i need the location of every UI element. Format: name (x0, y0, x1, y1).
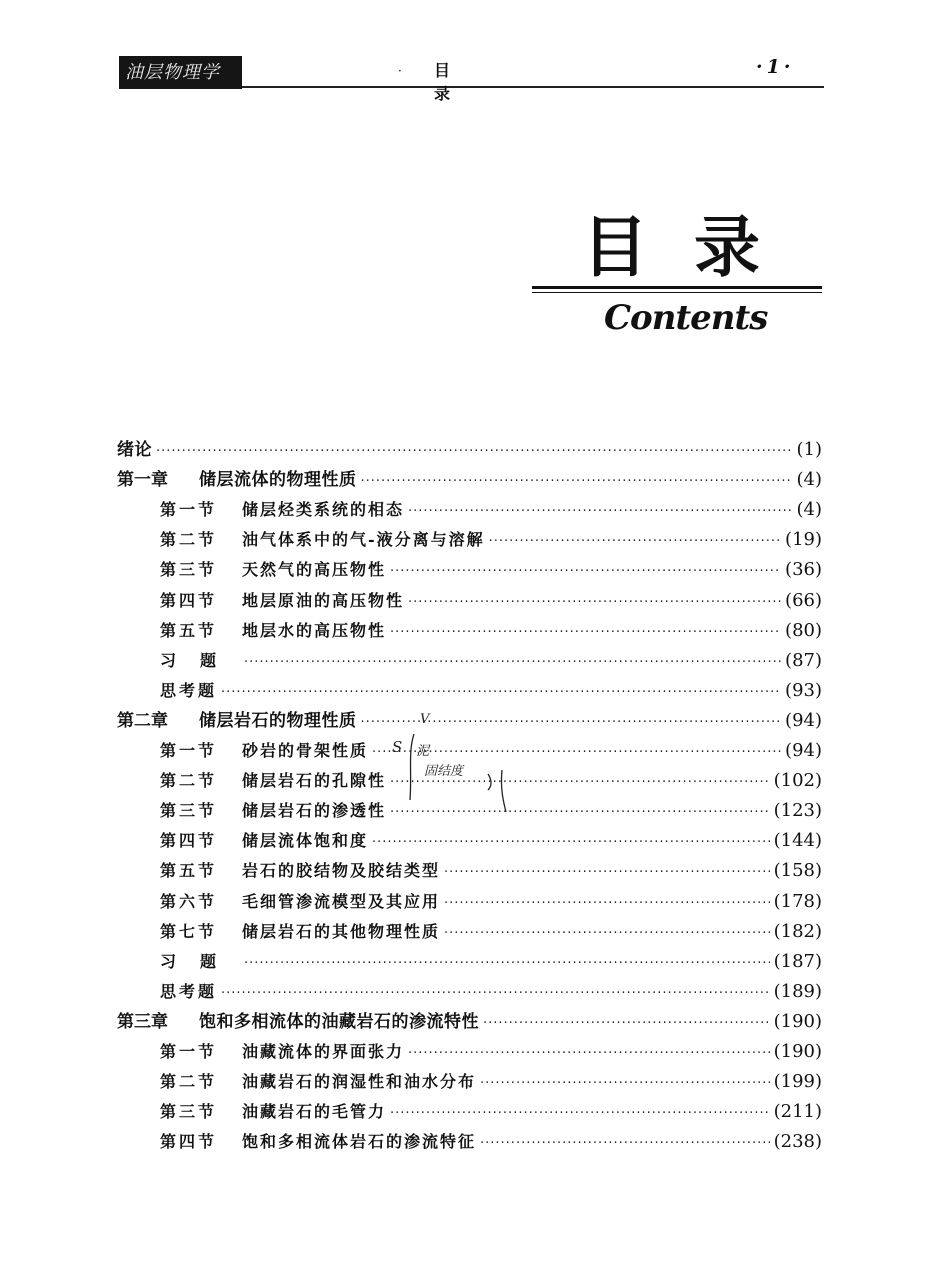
toc-leader-dots (390, 621, 781, 645)
toc-label: 第一节 (160, 1042, 218, 1061)
toc-leader-dots (489, 530, 781, 554)
toc-section-row (160, 890, 822, 914)
toc-leader-dots (408, 1042, 770, 1066)
toc-title: 砂岩的骨架性质 (242, 741, 369, 760)
toc-label: 思考题 (160, 681, 218, 700)
toc-page-number: (190) (773, 1011, 822, 1032)
toc-title: 毛细管渗流模型及其应用 (242, 892, 441, 911)
toc-section-row (160, 649, 822, 673)
toc-title: 油藏岩石的润湿性和油水分布 (242, 1072, 477, 1091)
toc-chapter-row (117, 468, 822, 492)
toc-leader-dots (390, 560, 781, 584)
toc-title: 天然气的高压物性 (242, 560, 387, 579)
toc-section-row (160, 920, 822, 944)
toc-page-number: (4) (796, 469, 822, 490)
toc-page-number: (178) (773, 891, 822, 912)
toc-page-number: (190) (773, 1041, 822, 1062)
toc-section-row (160, 980, 822, 1004)
header-rule (242, 86, 824, 88)
toc-title: 储层岩石的物理性质 (199, 711, 357, 731)
toc-title: 绪论 (117, 440, 152, 460)
toc-title: 饱和多相流体岩石的渗流特征 (242, 1132, 477, 1151)
toc-leader-dots (444, 922, 770, 946)
toc-section-row (160, 558, 822, 582)
toc-page-number: (123) (773, 800, 822, 821)
toc-section-row (160, 829, 822, 853)
toc-title: 地层水的高压物性 (242, 621, 387, 640)
toc-label: 第四节 (160, 831, 218, 850)
toc-page-number: (93) (785, 680, 822, 701)
toc-leader-dots (221, 982, 770, 1006)
toc-section-row (160, 498, 822, 522)
toc-label: 习题 (160, 651, 241, 670)
handwritten-note-1: 泥 (416, 744, 430, 759)
toc-title: 储层流体饱和度 (242, 831, 369, 850)
toc-leader-dots (156, 440, 793, 464)
toc-leader-dots (483, 1012, 770, 1036)
toc-section-row (160, 1040, 822, 1064)
toc-label: 习题 (160, 952, 241, 971)
toc-leader-dots (244, 651, 781, 675)
toc-page-number: (94) (785, 740, 822, 761)
toc-leader-dots (480, 1132, 770, 1156)
page-title: 目录 (582, 209, 806, 286)
toc-leader-dots (361, 470, 793, 494)
toc-section-row (160, 950, 822, 974)
toc-section-row (160, 859, 822, 883)
running-header-book-title: 油层物理学 (119, 56, 242, 89)
page-title-english: Contents (604, 298, 768, 338)
toc-title: 储层岩石的其他物理性质 (242, 922, 441, 941)
toc-section-row (160, 679, 822, 703)
title-rule-thin (532, 292, 822, 293)
toc-page-number: (211) (773, 1101, 822, 1122)
toc-page-number: (66) (785, 590, 822, 611)
toc-label: 第三节 (160, 560, 218, 579)
toc-section-row (160, 1070, 822, 1094)
toc-page-number: (19) (785, 529, 822, 550)
toc-label: 第六节 (160, 892, 218, 911)
toc-page-number: (94) (785, 710, 822, 731)
toc-label: 第五节 (160, 861, 218, 880)
toc-label: 第四节 (160, 591, 218, 610)
toc-leader-dots (221, 681, 781, 705)
toc-leader-dots (408, 591, 781, 615)
toc-label: 思考题 (160, 982, 218, 1001)
toc-page-number: (102) (773, 770, 822, 791)
toc-page-number: (182) (773, 921, 822, 942)
toc-section-row (160, 1100, 822, 1124)
toc-page-number: (199) (773, 1071, 822, 1092)
toc-leader-dots (372, 831, 770, 855)
toc-page-number: (238) (773, 1131, 822, 1152)
toc-leader-dots (444, 892, 770, 916)
toc-page-number: (36) (785, 559, 822, 580)
toc-section-row (160, 1130, 822, 1154)
toc-page-number: (144) (773, 830, 822, 851)
toc-label: 第一节 (160, 500, 218, 519)
toc-page-number: (4) (796, 499, 822, 520)
toc-label: 第一章 (117, 470, 168, 490)
toc-page-number: (187) (773, 951, 822, 972)
toc-label: 第二章 (117, 711, 168, 731)
toc-title: 储层岩石的孔隙性 (242, 771, 387, 790)
toc-title: 储层流体的物理性质 (199, 470, 357, 490)
toc-page-number: (87) (785, 650, 822, 671)
toc-label: 第三节 (160, 801, 218, 820)
toc-title: 饱和多相流体的油藏岩石的渗流特性 (199, 1012, 479, 1032)
toc-label: 第三节 (160, 1102, 218, 1121)
toc-title: 油藏流体的界面张力 (242, 1042, 405, 1061)
page-number: ·1· (756, 56, 795, 78)
toc-label: 第二节 (160, 1072, 218, 1091)
toc-label: 第二节 (160, 530, 218, 549)
toc-label: 第一节 (160, 741, 218, 760)
toc-label: 第七节 (160, 922, 218, 941)
toc-title: 地层原油的高压物性 (242, 591, 405, 610)
toc-page-number: (158) (773, 860, 822, 881)
toc-page-number: (80) (785, 620, 822, 641)
toc-title: 储层烃类系统的相态 (242, 500, 405, 519)
toc-section-row (160, 619, 822, 643)
handwritten-mark-v: V (420, 712, 430, 727)
toc-leader-dots (444, 861, 770, 885)
toc-chapter-row (117, 438, 822, 462)
toc-label: 第三章 (117, 1012, 168, 1032)
toc-leader-dots (244, 952, 770, 976)
toc-chapter-row (117, 1010, 822, 1034)
toc-title: 油气体系中的气-液分离与溶解 (242, 530, 485, 549)
running-header-section: 目 录 (434, 61, 499, 103)
toc-title: 油藏岩石的毛管力 (242, 1102, 387, 1121)
toc-title: 岩石的胶结物及胶结类型 (242, 861, 441, 880)
toc-leader-dots (480, 1072, 770, 1096)
toc-title: 储层岩石的渗透性 (242, 801, 387, 820)
toc-label: 第四节 (160, 1132, 218, 1151)
toc-leader-dots (390, 1102, 770, 1126)
handwritten-note-2: 固结度 (424, 764, 464, 779)
title-rule-thick (532, 286, 822, 289)
toc-label: 第二节 (160, 771, 218, 790)
toc-page-number: (1) (796, 439, 822, 460)
toc-section-row (160, 528, 822, 552)
header-dot: · (398, 64, 402, 78)
handwritten-mark-s: S (392, 738, 403, 756)
toc-leader-dots (408, 500, 792, 524)
toc-page-number: (189) (773, 981, 822, 1002)
toc-label: 第五节 (160, 621, 218, 640)
toc-section-row (160, 589, 822, 613)
